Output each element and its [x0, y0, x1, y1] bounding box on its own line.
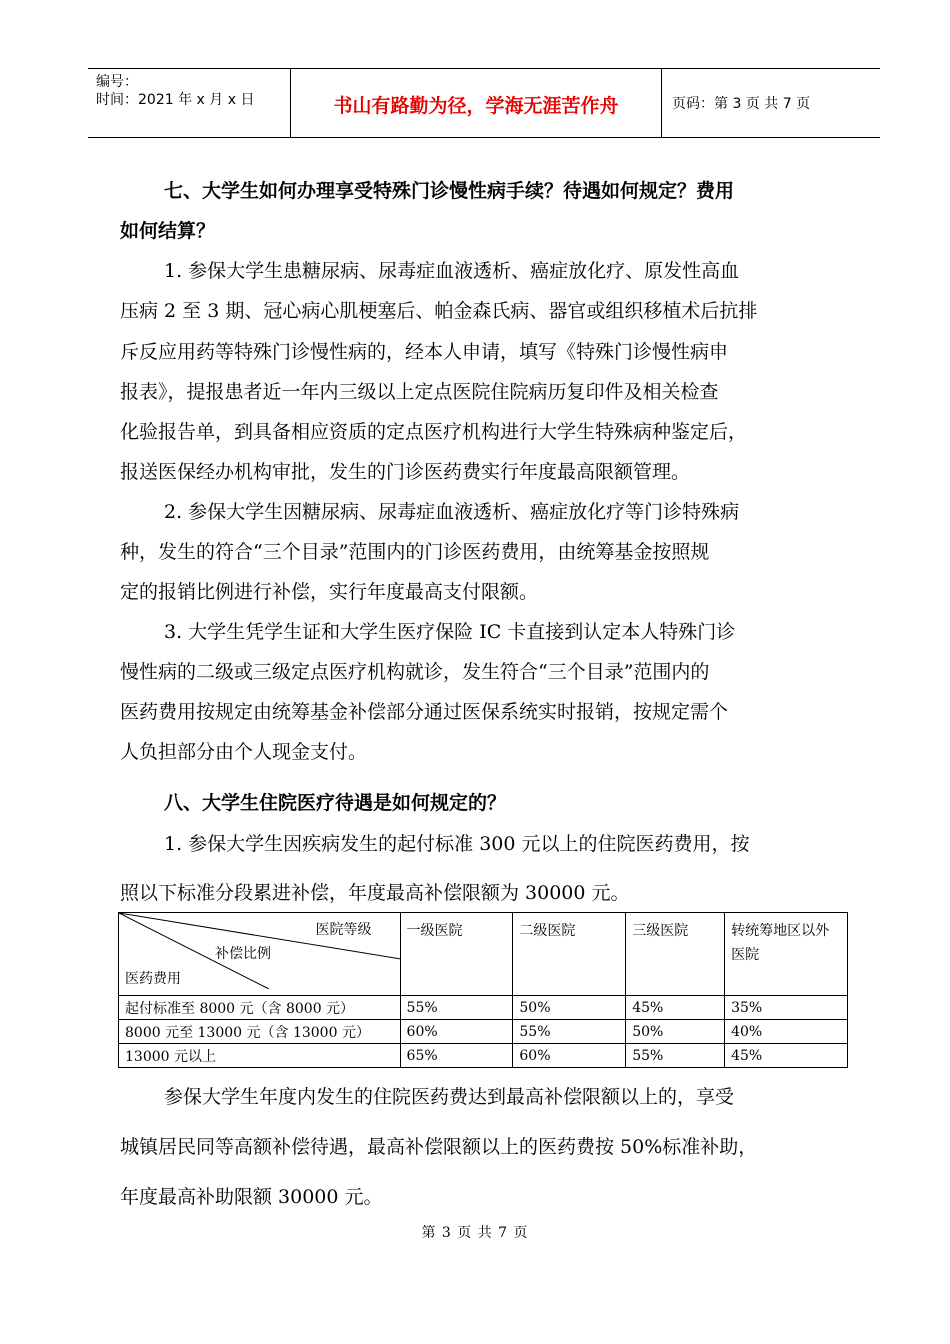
s8-p1-line: 1. 参保大学生因疾病发生的起付标准 300 元以上的住院医药费用，按 [164, 833, 750, 855]
column-header: 二级医院 [513, 913, 626, 996]
table-row [119, 1044, 848, 1068]
table-cell: 40% [725, 1020, 848, 1044]
s7-p3-line: 医药费用按规定由统筹基金补偿部分通过医保系统实时报销，按规定需个 [120, 701, 729, 723]
table-corner-cell [119, 913, 401, 996]
number-label: 编号： [96, 74, 138, 90]
s8-p2-line: 年度最高补助限额 30000 元。 [120, 1186, 383, 1208]
s7-p2-line: 2. 参保大学生因糖尿病、尿毒症血液透析、癌症放化疗等门诊特殊病 [164, 501, 740, 523]
table-cell: 50% [513, 996, 626, 1020]
corner-label-hospital-level: 医院等级 [315, 922, 372, 938]
table-row [119, 996, 848, 1020]
section-7-title-line1: 七、大学生如何办理享受特殊门诊慢性病手续？待遇如何规定？费用 [164, 180, 735, 202]
time-label: 时间：2021 年 x 月 x 日 [96, 92, 255, 108]
header-page-cell [662, 69, 880, 137]
table-cell: 45% [725, 1044, 848, 1068]
s7-p1-line: 报送医保经办机构审批，发生的门诊医药费实行年度最高限额管理。 [120, 461, 691, 483]
page-footer: 第 3 页 共 7 页 [421, 1225, 529, 1241]
page-header [88, 68, 880, 138]
header-motto-cell [291, 69, 662, 137]
corner-label-medical-cost: 医药费用 [125, 971, 181, 987]
column-header: 一级医院 [400, 913, 513, 996]
s7-p1-line: 报表》，提报患者近一年内三级以上定点医院住院病历复印件及相关检查 [120, 381, 719, 403]
s7-p3-line: 慢性病的二级或三级定点医疗机构就诊，发生符合“三个目录”范围内的 [120, 661, 710, 683]
table-cell: 45% [626, 996, 725, 1020]
row-range: 起付标准至 8000 元（含 8000 元） [119, 996, 401, 1020]
corner-label-compensation-ratio: 补偿比例 [215, 946, 271, 962]
s8-p2-line: 城镇居民同等高额补偿待遇，最高补偿限额以上的医药费按 50%标准补助， [120, 1136, 758, 1158]
s7-p1-line: 压病 2 至 3 期、冠心病心肌梗塞后、帕金森氏病、器官或组织移植术后抗排 [120, 300, 758, 322]
s7-p3-line: 3. 大学生凭学生证和大学生医疗保险 IC 卡直接到认定本人特殊门诊 [164, 621, 736, 643]
s7-p1-line: 1. 参保大学生患糖尿病、尿毒症血液透析、癌症放化疗、原发性高血 [164, 260, 740, 282]
table-header-row [119, 913, 848, 996]
s7-p2-line: 定的报销比例进行补偿，实行年度最高支付限额。 [120, 581, 539, 603]
page-label: 页码：第 3 页 共 7 页 [672, 96, 811, 112]
s7-p1-line: 斥反应用药等特殊门诊慢性病的，经本人申请，填写《特殊门诊慢性病申 [120, 341, 729, 363]
section-7-title-line2: 如何结算？ [120, 220, 216, 242]
column-header: 三级医院 [626, 913, 725, 996]
table-cell: 65% [400, 1044, 513, 1068]
s8-p2-line: 参保大学生年度内发生的住院医药费达到最高补偿限额以上的，享受 [164, 1086, 735, 1108]
row-range: 8000 元至 13000 元（含 13000 元） [119, 1020, 401, 1044]
column-header: 转统筹地区以外医院 [725, 913, 848, 996]
table-cell: 55% [513, 1020, 626, 1044]
table-cell: 60% [513, 1044, 626, 1068]
section-8-title: 八、大学生住院医疗待遇是如何规定的？ [164, 792, 507, 814]
header-meta-cell [88, 69, 291, 137]
table-cell: 50% [626, 1020, 725, 1044]
table-cell: 55% [626, 1044, 725, 1068]
table-cell: 60% [400, 1020, 513, 1044]
table-cell: 55% [400, 996, 513, 1020]
s8-p1-line: 照以下标准分段累进补偿，年度最高补偿限额为 30000 元。 [120, 882, 630, 904]
s7-p1-line: 化验报告单，到具备相应资质的定点医疗机构进行大学生特殊病种鉴定后， [120, 421, 748, 443]
motto: 书山有路勤为径，学海无涯苦作舟 [333, 95, 619, 117]
s7-p2-line: 种，发生的符合“三个目录”范围内的门诊医药费用，由统筹基金按照规 [120, 541, 710, 563]
row-range: 13000 元以上 [119, 1044, 401, 1068]
table-row [119, 1020, 848, 1044]
compensation-table [118, 912, 848, 1068]
table-cell: 35% [725, 996, 848, 1020]
s7-p3-line: 人负担部分由个人现金支付。 [120, 741, 368, 763]
